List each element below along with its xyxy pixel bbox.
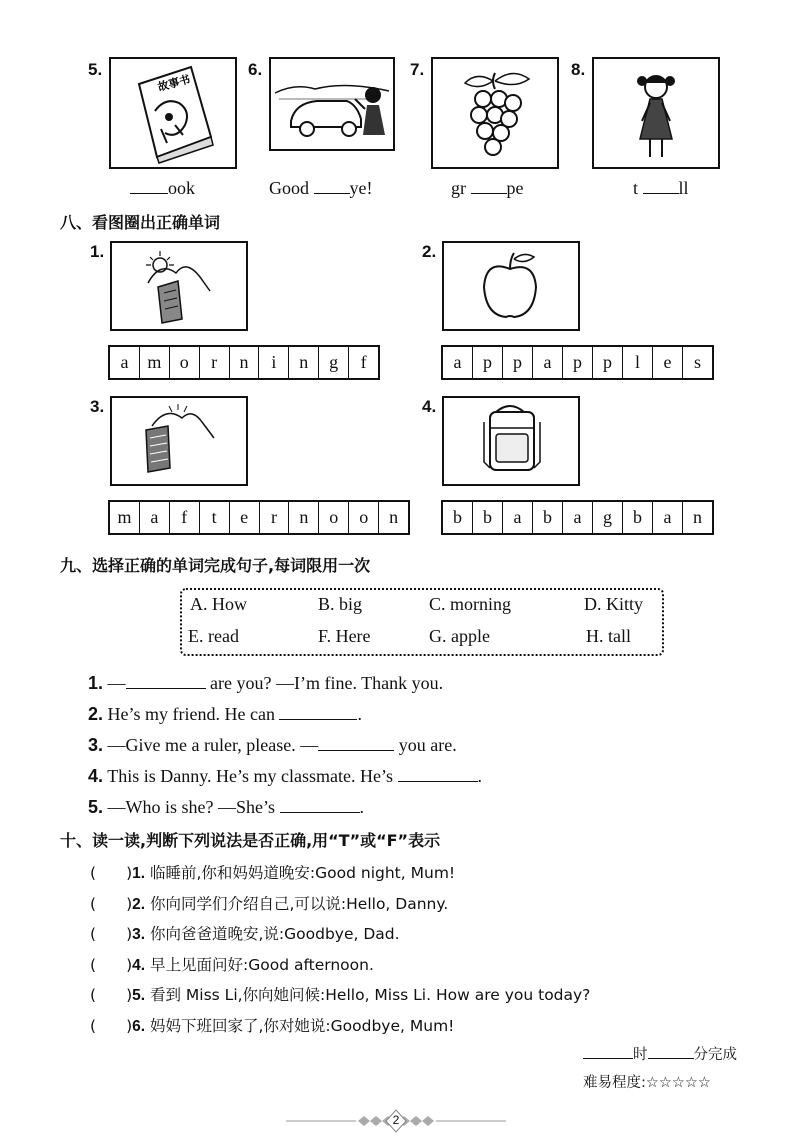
answer-blank[interactable] bbox=[279, 706, 357, 720]
letter-cell[interactable]: b bbox=[533, 502, 563, 533]
word-option: G. apple bbox=[429, 626, 490, 646]
letter-cell[interactable]: a bbox=[533, 347, 563, 378]
letter-cell[interactable]: r bbox=[260, 502, 290, 533]
letter-cell[interactable]: o bbox=[319, 502, 349, 533]
answer-blank[interactable] bbox=[398, 768, 478, 782]
letter-cell[interactable]: e bbox=[653, 347, 683, 378]
item-number: 5. bbox=[88, 60, 103, 79]
fill-word-7: gr pe bbox=[451, 178, 524, 198]
item-number: 1. bbox=[90, 242, 105, 261]
item-number: 2. bbox=[422, 242, 437, 261]
fill-word-6: Good ye! bbox=[269, 178, 373, 198]
letter-grid bbox=[108, 345, 380, 380]
difficulty-rating: 难易程度:☆☆☆☆☆ bbox=[583, 1075, 711, 1091]
letter-cell[interactable]: b bbox=[473, 502, 503, 533]
tf-item-3: ( )3. 你向爸爸道晚安,说:Goodbye, Dad. bbox=[90, 925, 400, 943]
letter-cell[interactable]: n bbox=[389, 507, 399, 527]
letter-cell[interactable]: m bbox=[110, 502, 140, 533]
letter-cell[interactable]: b bbox=[443, 502, 473, 533]
answer-blank[interactable] bbox=[643, 180, 679, 194]
story-book-icon bbox=[111, 59, 235, 167]
item-number: 7. bbox=[410, 60, 425, 79]
letter-cell[interactable]: m bbox=[140, 347, 170, 378]
item-number: 8. bbox=[571, 60, 586, 79]
answer-blank[interactable] bbox=[130, 180, 168, 194]
letter-cell[interactable]: a bbox=[140, 502, 170, 533]
item-number: 3. bbox=[90, 397, 105, 416]
tf-item-2: ( )2. 你向同学们介绍自己,可以说:Hello, Danny. bbox=[90, 895, 449, 913]
schoolbag-icon bbox=[444, 398, 578, 484]
letter-grid bbox=[108, 500, 410, 535]
letter-cell[interactable]: p bbox=[593, 347, 623, 378]
word-option: E. read bbox=[188, 626, 239, 646]
letter-cell[interactable]: n bbox=[289, 502, 319, 533]
letter-cell[interactable]: a bbox=[110, 347, 140, 378]
answer-blank[interactable] bbox=[318, 737, 394, 751]
tf-item-1: ( )1. 临睡前,你和妈妈道晚安:Good night, Mum! bbox=[90, 864, 456, 882]
letter-cell[interactable]: g bbox=[593, 502, 623, 533]
item-number: 6. bbox=[248, 60, 263, 79]
letter-cell[interactable]: a bbox=[563, 502, 593, 533]
word-option: F. Here bbox=[318, 626, 371, 646]
minute-blank[interactable] bbox=[648, 1045, 694, 1059]
afternoon-building-icon bbox=[112, 398, 246, 484]
tall-girl-picture bbox=[592, 57, 720, 169]
grapes-picture bbox=[431, 57, 559, 169]
letter-cell[interactable]: n bbox=[693, 507, 702, 527]
hour-blank[interactable] bbox=[583, 1045, 633, 1059]
tf-item-5: ( )5. 看到 Miss Li,你向她问候:Hello, Miss Li. How are you today? bbox=[90, 986, 591, 1004]
goodbye-picture bbox=[269, 57, 395, 151]
schoolbag-picture bbox=[442, 396, 580, 486]
sentence-2: 2. He’s my friend. He can . bbox=[88, 704, 362, 724]
word-option: C. morning bbox=[429, 594, 512, 614]
letter-cell[interactable]: a bbox=[443, 347, 473, 378]
letter-cell[interactable]: n bbox=[230, 347, 260, 378]
story-book-picture bbox=[109, 57, 237, 169]
answer-blank[interactable] bbox=[280, 799, 360, 813]
tall-girl-icon bbox=[594, 59, 718, 167]
letter-cell[interactable]: p bbox=[563, 347, 593, 378]
answer-blank[interactable] bbox=[126, 675, 206, 689]
sentence-4: 4. This is Danny. He’s my classmate. He’s . bbox=[88, 766, 482, 786]
answer-blank[interactable] bbox=[471, 180, 507, 194]
letter-cell[interactable]: r bbox=[200, 347, 230, 378]
sentence-3: 3. —Give me a ruler, please. — you are. bbox=[88, 735, 457, 755]
letter-cell[interactable]: a bbox=[653, 502, 683, 533]
grapes-icon bbox=[433, 59, 557, 167]
item-number: 4. bbox=[422, 397, 437, 416]
word-option: A. How bbox=[190, 594, 247, 614]
letter-cell[interactable]: n bbox=[289, 347, 319, 378]
letter-cell[interactable]: o bbox=[170, 347, 200, 378]
apple-icon bbox=[444, 243, 578, 329]
letter-cell[interactable]: p bbox=[503, 347, 533, 378]
fill-word-5: ook bbox=[130, 178, 195, 199]
letter-cell[interactable]: e bbox=[230, 502, 260, 533]
letter-grid bbox=[441, 500, 714, 535]
letter-grid bbox=[441, 345, 714, 380]
letter-cell[interactable]: o bbox=[349, 502, 379, 533]
letter-cell[interactable]: s bbox=[693, 352, 701, 372]
sentence-5: 5. —Who is she? —She’s . bbox=[88, 797, 364, 817]
letter-cell[interactable]: f bbox=[360, 352, 367, 372]
letter-cell[interactable]: i bbox=[259, 347, 289, 378]
word-option: D. Kitty bbox=[584, 594, 644, 614]
letter-cell[interactable]: b bbox=[623, 502, 653, 533]
word-option: H. tall bbox=[586, 626, 631, 646]
completion-time: 时 分完成 bbox=[583, 1043, 737, 1064]
page-number: 2 bbox=[392, 1113, 400, 1127]
star-rating[interactable]: ☆☆☆☆☆ bbox=[645, 1075, 711, 1091]
letter-cell[interactable]: a bbox=[503, 502, 533, 533]
section-8-title: 八、看图圈出正确单词 bbox=[60, 213, 221, 232]
page-footer-ornament bbox=[286, 1108, 506, 1134]
apple-picture bbox=[442, 241, 580, 331]
sentence-1: 1. — are you? —I’m fine. Thank you. bbox=[88, 673, 444, 693]
letter-cell[interactable]: l bbox=[623, 347, 653, 378]
fill-word-8: t ll bbox=[633, 178, 689, 198]
letter-cell[interactable]: t bbox=[200, 502, 230, 533]
girl-waving-at-car-icon bbox=[271, 59, 393, 149]
morning-picture bbox=[110, 241, 248, 331]
sunrise-building-icon bbox=[112, 243, 246, 329]
word-option: B. big bbox=[318, 594, 363, 614]
answer-blank[interactable] bbox=[314, 180, 350, 194]
letter-cell[interactable]: g bbox=[319, 347, 349, 378]
letter-cell[interactable]: p bbox=[473, 347, 503, 378]
letter-cell[interactable]: f bbox=[170, 502, 200, 533]
tf-item-4: ( )4. 早上见面问好:Good afternoon. bbox=[90, 956, 374, 974]
section-9-title: 九、选择正确的单词完成句子,每词限用一次 bbox=[60, 556, 371, 575]
section-10-title: 十、读一读,判断下列说法是否正确,用“T”或“F”表示 bbox=[60, 831, 441, 850]
afternoon-picture bbox=[110, 396, 248, 486]
tf-item-6: ( )6. 妈妈下班回家了,你对她说:Goodbye, Mum! bbox=[90, 1017, 455, 1035]
book-title: 故事书 bbox=[156, 72, 192, 94]
